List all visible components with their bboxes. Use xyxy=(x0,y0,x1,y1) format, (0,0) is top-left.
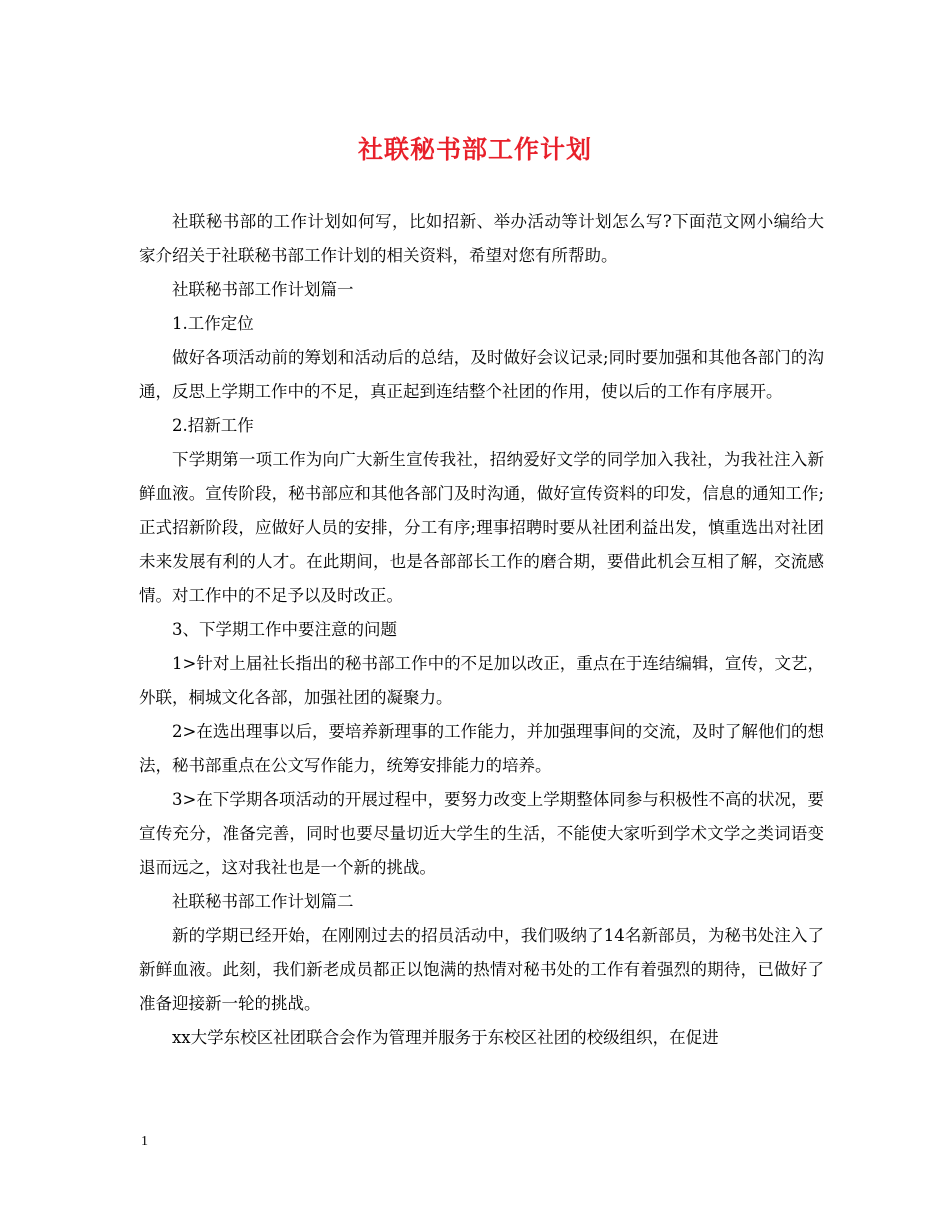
subheading-issues: 3、下学期工作中要注意的问题 xyxy=(172,620,397,639)
page-title: 社联秘书部工作计划 xyxy=(357,135,592,164)
paragraph-university: xx大学东校区社团联合会作为管理并服务于东校区社团的校级组织，在促进 xyxy=(172,1028,719,1047)
page-number: 1 xyxy=(141,1134,148,1149)
section-heading-plan-one: 社联秘书部工作计划篇一 xyxy=(172,280,354,299)
paragraph-intro: 社联秘书部的工作计划如何写，比如招新、举办活动等计划怎么写?下面范文网小编给大家介绍关于社联秘书部工作计划的相关资料，希望对您有所帮助。 xyxy=(139,212,824,265)
paragraph-issue-3: 3>在下学期各项活动的开展过程中，要努力改变上学期整体同参与积极性不高的状况，要宣传充分，准备完善，同时也要尽量切近大学生的生活，不能使大家听到学术文学之类词语变退而远之，这对我社也是一个新的挑战。 xyxy=(139,790,824,877)
paragraph-work-positioning: 做好各项活动前的筹划和活动后的总结，及时做好会议记录;同时要加强和其他各部门的沟通，反思上学期工作中的不足，真正起到连结整个社团的作用，使以后的工作有序展开。 xyxy=(139,348,824,401)
section-heading-plan-two: 社联秘书部工作计划篇二 xyxy=(172,892,354,911)
paragraph-issue-1: 1>针对上届社长指出的秘书部工作中的不足加以改正，重点在于连结编辑，宣传，文艺，外联，桐城文化各部，加强社团的凝聚力。 xyxy=(139,654,824,707)
subheading-recruitment: 2.招新工作 xyxy=(172,416,254,435)
paragraph-recruitment: 下学期第一项工作为向广大新生宣传我社，招纳爱好文学的同学加入我社，为我社注入新鲜血液。宣传阶段，秘书部应和其他各部门及时沟通，做好宣传资料的印发，信息的通知工作;正式招新阶段，应做好人员的安排，分工有序;理事招聘时要从社团利益出发，慎重选出对社团未来发展有利的人才。在此期间，也是各部部长工作的磨合期，要借此机会互相了解，交流感情。对工作中的不足予以及时改正。 xyxy=(139,450,824,605)
document-body xyxy=(139,205,824,1055)
paragraph-issue-2: 2>在选出理事以后，要培养新理事的工作能力，并加强理事间的交流，及时了解他们的想法，秘书部重点在公文写作能力，统筹安排能力的培养。 xyxy=(139,722,824,775)
paragraph-new-semester: 新的学期已经开始，在刚刚过去的招员活动中，我们吸纳了14名新部员，为秘书处注入了新鲜血液。此刻，我们新老成员都正以饱满的热情对秘书处的工作有着强烈的期待，已做好了准备迎接新一轮的挑战。 xyxy=(139,926,824,1013)
subheading-work-positioning: 1.工作定位 xyxy=(172,314,254,333)
